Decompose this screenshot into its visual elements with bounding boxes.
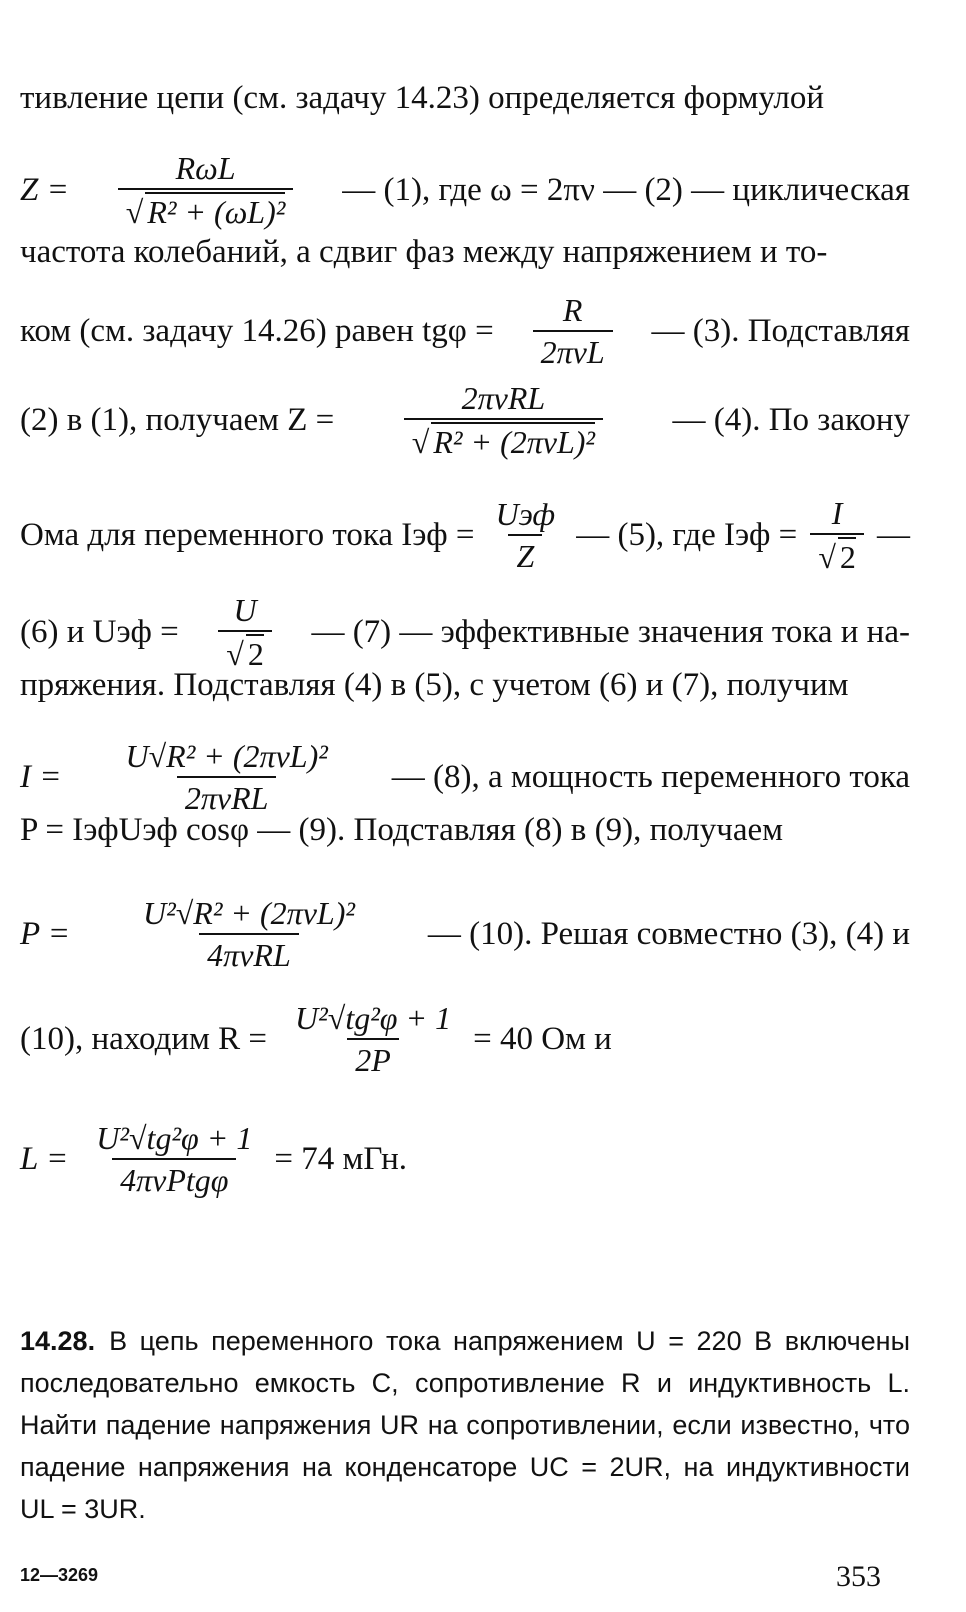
formula-line-2 [20, 150, 910, 230]
fraction: $\frac{\text{2πνRL}}{\text{√ R² + (2πνL)²}}$ [404, 380, 603, 460]
formula-tail: — (1), где ω = 2πν — (2) — циклическая [342, 172, 910, 208]
text-line-1: тивление цепи (см. задачу 14.23) определяется формулой [20, 80, 825, 116]
formula-line-12: (10), находим R = $\frac{\text{U²√tg²φ + 1}}{2P}$ = 40 Ом и [20, 1000, 612, 1078]
text-line-3: частота колебаний, а сдвиг фаз между напряжением и то- [20, 234, 828, 270]
formula-line-10: P = IэфUэф cosφ — (9). Подставляя (8) в (9), получаем [20, 812, 784, 848]
footer-code: 12—3269 [20, 1565, 99, 1585]
fraction: $\frac{\text{U²√tg²φ + 1}}{2P}$ [295, 1000, 452, 1078]
formula-line-4: ком (см. задачу 14.26) равен tgφ = $\frac{R}{\text{2πνL}}$ — (3). Подставляя [20, 292, 910, 370]
formula-lhs: Z = [20, 172, 69, 208]
formula-line-11: P = $\frac{\text{U²√R² + (2πνL)²}}{\text{4πνRL}}$ — (10). Решая совместно (3), (4) и [20, 895, 910, 973]
formula-line-6: Ома для переменного тока Iэф = $\frac{\text{Uэф}}{Z}$ — (5), где Iэф = $\frac{I}{√ 2}$ — [20, 495, 910, 575]
fraction: $\frac{U}{√ 2}$ [218, 592, 272, 672]
fraction: $\frac{\text{Uэф}}{Z}$ [495, 496, 556, 574]
page-number: 353 [836, 1560, 881, 1593]
fraction: $\frac{\text{U√R² + (2πνL)²}}{\text{2πνRL}}$ [125, 738, 328, 816]
fraction: $\frac{\text{RωL}}{\text{√ R² + (ωL)²}}$ [118, 150, 294, 230]
fraction: $\frac{\text{U²√tg²φ + 1}}{\text{4πνPtgφ}}$ [96, 1120, 253, 1198]
text-line-8: пряжения. Подставляя (4) в (5), с учетом (6) и (7), получим [20, 667, 849, 703]
problem-number: 14.28. [20, 1326, 96, 1356]
fraction: $\frac{\text{U²√R² + (2πνL)²}}{\text{4πνRL}}$ [143, 895, 355, 973]
formula-line-7: (6) и Uэф = $\frac{U}{√ 2}$ — (7) — эффективные значения тока и на- [20, 592, 910, 672]
formula-line-9: I = $\frac{\text{U√R² + (2πνL)²}}{\text{2πνRL}}$ — (8), а мощность переменного тока [20, 738, 910, 816]
formula-line-5: (2) в (1), получаем Z = $\frac{\text{2πνRL}}{\text{√ R² + (2πνL)²}}$ — (4). По закону [20, 380, 910, 460]
fraction: $\frac{R}{\text{2πνL}}$ [533, 292, 613, 370]
problem-14-28 [20, 1320, 910, 1530]
fraction: $\frac{I}{√ 2}$ [810, 495, 864, 575]
formula-line-13: L = $\frac{\text{U²√tg²φ + 1}}{\text{4πνPtgφ}}$ = 74 мГн. [20, 1120, 408, 1198]
problem-text: В цепь переменного тока напряжением U = 220 В включены последовательно емкость C, сопротивление R и индуктивность L. Найти падение напряжения UR на сопротивлении, если известно, что падение напряжения на конденсаторе UC = 2UR, на индуктивности UL = 3UR. [20, 1326, 910, 1524]
